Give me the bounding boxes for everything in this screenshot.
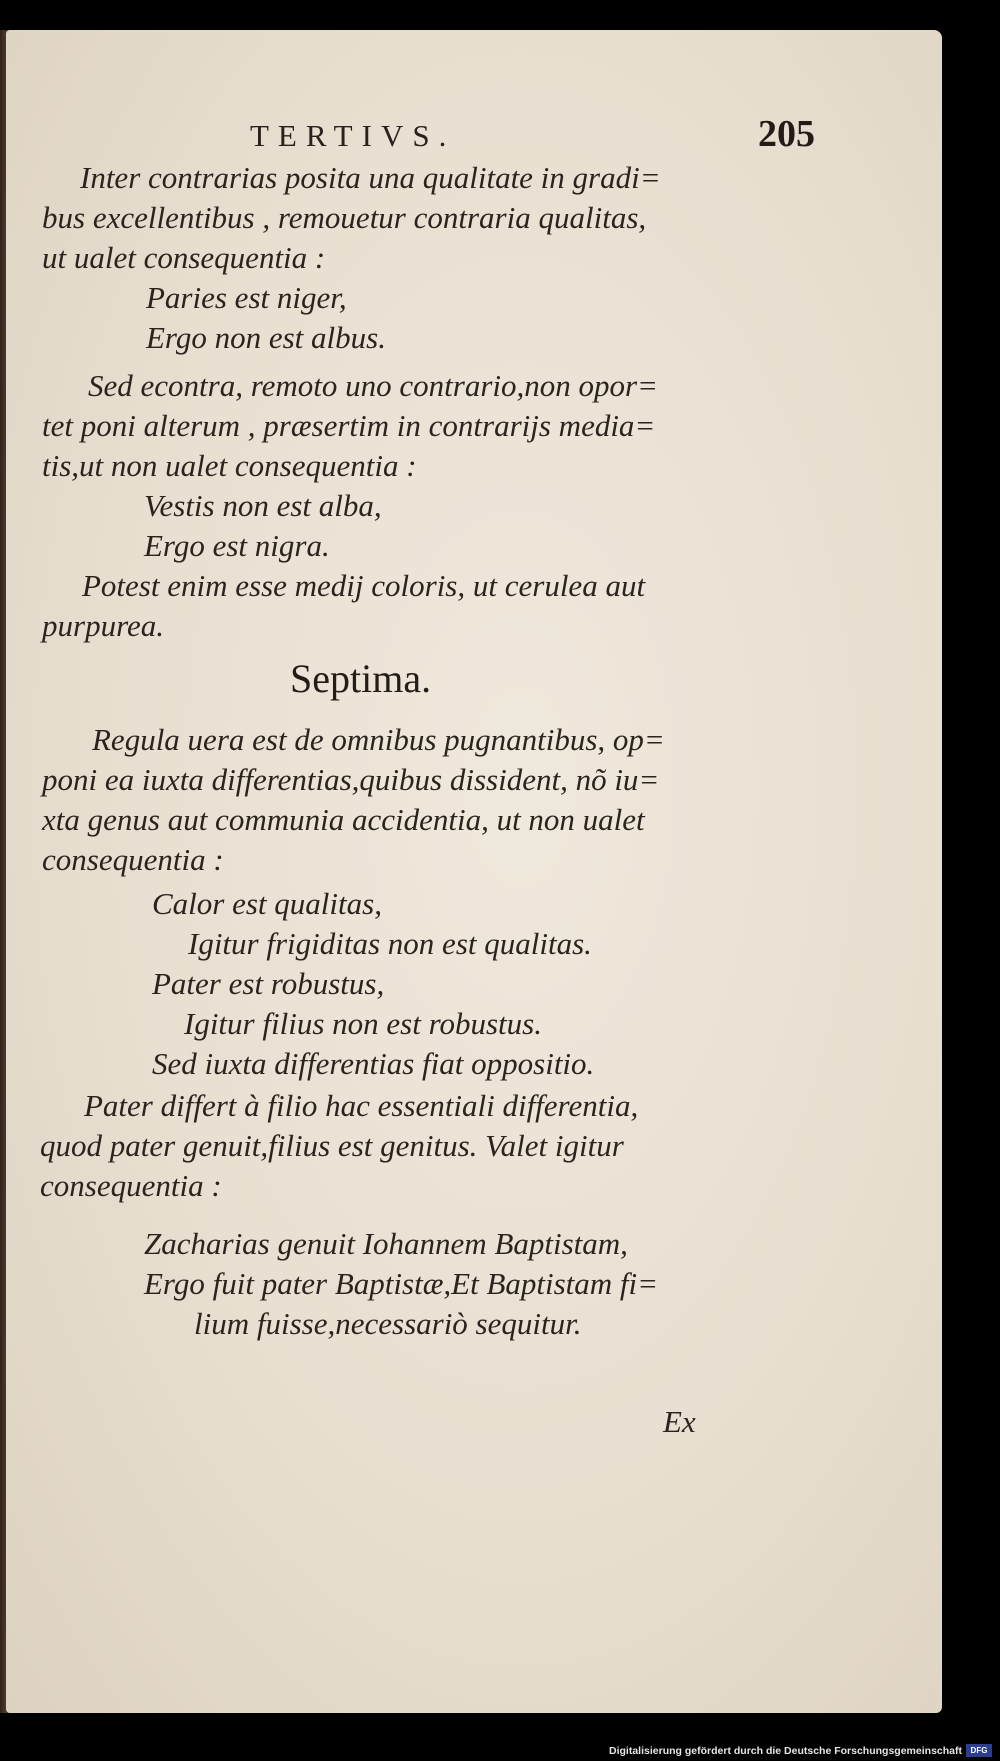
text-line: Igitur filius non est robustus. <box>184 1006 542 1041</box>
text-line: xta genus aut communia accidentia, ut non ualet <box>42 802 645 837</box>
text-line: Calor est qualitas, <box>152 886 382 921</box>
text-line: Regula uera est de omnibus pugnantibus, op= <box>92 722 665 757</box>
text-line: Ergo non est albus. <box>146 320 386 355</box>
running-head: TERTIVS. <box>250 118 456 153</box>
page-number: 205 <box>758 113 815 155</box>
text-line: Potest enim esse medij coloris, ut cerulea aut <box>82 568 646 603</box>
text-line: Sed iuxta differentias fiat oppositio. <box>152 1046 595 1081</box>
catchword: Ex <box>663 1404 696 1439</box>
text-line: consequentia : <box>42 842 224 877</box>
text-line: lium fuisse,necessariò sequitur. <box>194 1306 582 1341</box>
text-line: tis,ut non ualet consequentia : <box>42 448 417 483</box>
text-line: Ergo fuit pater Baptistæ,Et Baptistam fi= <box>144 1266 659 1301</box>
section-heading: Septima. <box>290 656 432 701</box>
text-line: Pater differt à filio hac essentiali differentia, <box>84 1088 639 1123</box>
text-line: consequentia : <box>40 1168 222 1203</box>
text-line: Sed econtra, remoto uno contrario,non opor= <box>88 368 658 403</box>
text-line: Igitur frigiditas non est qualitas. <box>188 926 592 961</box>
digitization-footer <box>0 1739 1000 1761</box>
text-line: Inter contrarias posita una qualitate in gradi= <box>80 160 661 195</box>
text-line: Zacharias genuit Iohannem Baptistam, <box>144 1226 628 1261</box>
text-line: bus excellentibus , remouetur contraria qualitas, <box>42 200 647 235</box>
dfg-logo: DFG <box>966 1744 992 1757</box>
text-line: poni ea iuxta differentias,quibus dissident, nõ iu= <box>42 762 660 797</box>
text-line: Vestis non est alba, <box>144 488 382 523</box>
text-line: ut ualet consequentia : <box>42 240 326 275</box>
text-line: Ergo est nigra. <box>144 528 330 563</box>
text-line: Paries est niger, <box>146 280 347 315</box>
text-line: tet poni alterum , præsertim in contrarijs media= <box>42 408 656 443</box>
text-line: purpurea. <box>42 608 164 643</box>
text-line: Pater est robustus, <box>152 966 385 1001</box>
text-line: quod pater genuit,filius est genitus. Valet igitur <box>40 1128 624 1163</box>
funding-credit: Digitalisierung gefördert durch die Deutsche Forschungsgemeinschaft <box>609 1745 962 1757</box>
